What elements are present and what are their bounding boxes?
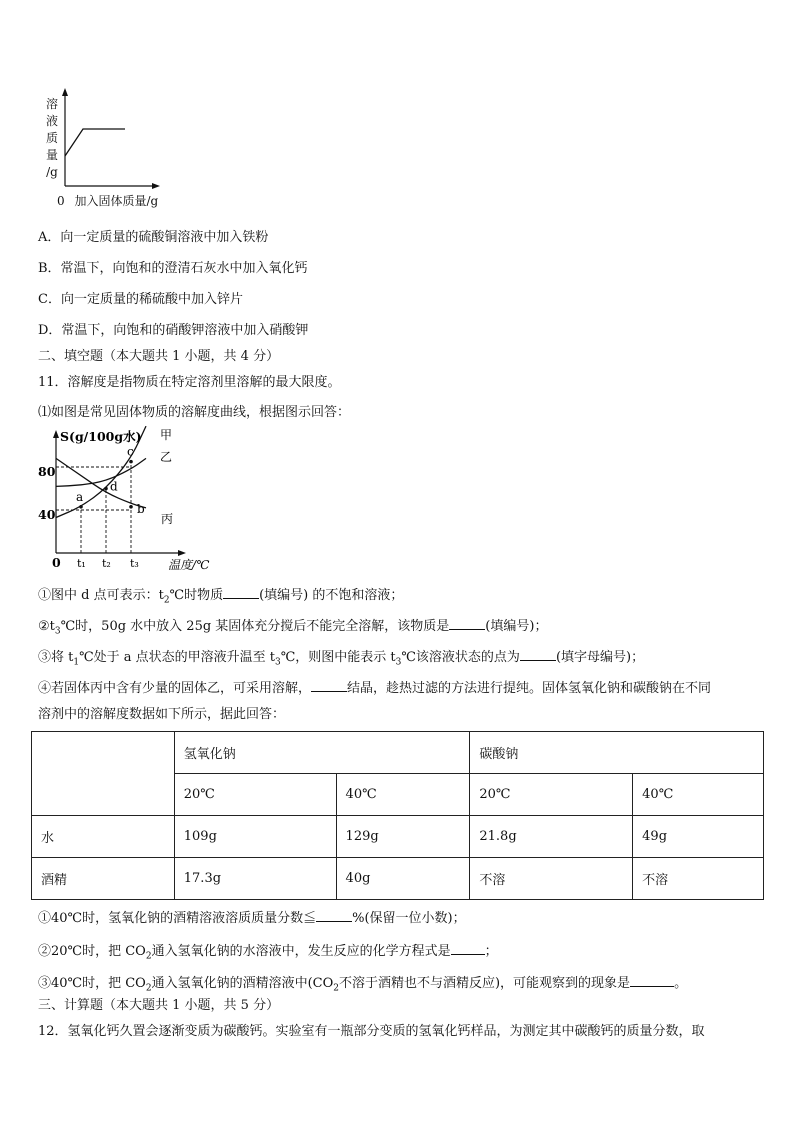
- answer-blank[interactable]: [451, 940, 485, 955]
- option-a: A．向一定质量的硫酸铜溶液中加入铁粉: [38, 230, 269, 245]
- graph-1-ylabel-char: /g: [46, 165, 58, 179]
- series-label-bing: 丙: [161, 512, 174, 526]
- answer-blank[interactable]: [311, 677, 347, 692]
- q11-sub-4-text-a: ④若固体丙中含有少量的固体乙，可采用溶解，: [38, 681, 312, 696]
- graph-1-origin: 0: [57, 194, 65, 208]
- question-11-part-1: ⑴如图是常见固体物质的溶解度曲线，根据图示回答：: [38, 405, 351, 420]
- q11-part2-sub-3-text-b: 通入氢氧化钠的酒精溶液中(CO: [151, 976, 334, 991]
- q11-sub-1-text-a: ①图中 d 点可表示：t: [38, 588, 164, 603]
- q11-sub-4: [38, 677, 711, 698]
- series-label-yi: 乙: [160, 450, 173, 464]
- q11-part2-sub-2-text-a: ②20℃时，把 CO: [38, 944, 146, 959]
- q11-sub-2-text-b: ℃时，50g 水中放入 25g 某固体充分搅后不能完全溶解，该物质是: [60, 619, 450, 634]
- q11-sub-1-subscript: 2: [163, 595, 170, 606]
- q11-part2-sub-1: [38, 907, 466, 928]
- table-cell: 40g: [336, 858, 470, 900]
- q11-sub-1: [38, 584, 403, 610]
- solubility-table: [31, 731, 764, 900]
- q11-part2-sub-2-subscript: 2: [145, 951, 152, 962]
- q11-sub-2: [38, 615, 547, 641]
- series-bing-curve: [56, 458, 146, 507]
- table-temp: 40℃: [633, 774, 764, 816]
- table-solvent: 酒精: [32, 858, 175, 900]
- graph-1-ylabel: [42, 96, 62, 181]
- graph-1-xlabel: 加入固体质量/g: [74, 194, 159, 208]
- q11-part2-sub-1-text-b: %(保留一位小数)；: [352, 911, 466, 926]
- answer-blank[interactable]: [630, 972, 674, 987]
- table-cell: 不溶: [470, 858, 633, 900]
- q11-sub-3-text-d: ℃该溶液状态的点为: [401, 650, 520, 665]
- graph-1-ylabel-char: 溶: [45, 97, 58, 111]
- q11-part2-sub-3-text-d: 。: [674, 976, 688, 991]
- graph-1-y-arrow: [62, 88, 68, 96]
- point-b-marker: [129, 505, 133, 509]
- table-corner-cell: [32, 732, 175, 816]
- graph-1-ylabel-char: 液: [45, 114, 58, 128]
- q11-part2-sub-3-text-a: ③40℃时，把 CO: [38, 976, 146, 991]
- q11-sub-3-subscript: 3: [275, 657, 281, 668]
- q11-part2-sub-3-subscript: 2: [145, 983, 152, 994]
- q11-sub-4-text-b: 结晶，趁热过滤的方法进行提纯。固体氢氧化钠和碳酸钠在不同: [347, 681, 712, 696]
- graph-1-curve: [65, 129, 125, 156]
- q11-part2-sub-2: [38, 940, 498, 966]
- series-label-jia: 甲: [160, 428, 173, 442]
- q11-sub-1-text-b: ℃时物质: [169, 588, 224, 603]
- chart-ytick-40: 40: [38, 507, 56, 522]
- point-d-marker: [104, 487, 108, 491]
- table-temp: 20℃: [470, 774, 633, 816]
- q11-sub-3-text-b: ℃处于 a 点状态的甲溶液升温至 t: [79, 650, 276, 665]
- q11-part2-sub-2-text-c: ；: [484, 944, 498, 959]
- table-cell: 49g: [633, 816, 764, 858]
- point-b-label: b: [137, 501, 145, 516]
- q11-sub-2-text-a: ②t: [38, 619, 55, 634]
- chart-ylabel: S(g/100g水): [60, 429, 142, 444]
- chart-xtick-t2: t₂: [102, 557, 111, 570]
- graph-1-ylabel-char: 量: [45, 148, 58, 162]
- chart-guides: [56, 462, 131, 553]
- point-c-label: c: [127, 444, 134, 459]
- section-3-heading: 三、计算题（本大题共 1 小题，共 5 分）: [38, 998, 280, 1013]
- chart-xtick-t1: t₁: [77, 557, 86, 570]
- table-cell: 129g: [336, 816, 470, 858]
- q11-sub-3: [38, 646, 644, 672]
- q11-part2-sub-3-subscript: 2: [333, 983, 339, 994]
- table-row: [32, 858, 764, 900]
- table-cell: 109g: [174, 816, 336, 858]
- chart-xtick-0: 0: [52, 555, 61, 570]
- solubility-chart-svg: [30, 425, 230, 585]
- table-header-na2co3: 碳酸钠: [470, 732, 764, 774]
- q11-sub-3-subscript: 1: [73, 657, 80, 668]
- q11-sub-3-text-a: ③将 t: [38, 650, 74, 665]
- answer-blank[interactable]: [449, 615, 485, 630]
- table-cell: 21.8g: [470, 816, 633, 858]
- table-header-naoh: 氢氧化钠: [174, 732, 470, 774]
- chart-x-arrow: [178, 550, 186, 556]
- table-cell: 不溶: [633, 858, 764, 900]
- table-row: [32, 816, 764, 858]
- solubility-chart: [30, 425, 230, 585]
- table-header-row: [32, 732, 764, 774]
- section-2-heading: 二、填空题（本大题共 1 小题，共 4 分）: [38, 349, 280, 364]
- question-11-stem: 11．溶解度是指物质在特定溶剂里溶解的最大限度。: [38, 375, 341, 390]
- q11-part2-sub-2-text-b: 通入氢氧化钠的水溶液中，发生反应的化学方程式是: [151, 944, 451, 959]
- answer-blank[interactable]: [316, 907, 352, 922]
- q11-sub-3-text-e: (填字母编号)；: [555, 650, 645, 665]
- point-c-marker: [129, 460, 133, 464]
- q11-sub-4-continued: 溶剂中的溶解度数据如下所示，据此回答：: [38, 707, 286, 722]
- q11-sub-2-subscript: 3: [54, 626, 61, 637]
- point-a-marker: [79, 505, 83, 509]
- point-a-label: a: [76, 489, 84, 504]
- chart-xtick-t3: t₃: [130, 557, 139, 570]
- graph-1-ylabel-char: 质: [45, 131, 58, 145]
- q11-part2-sub-3-text-c: 不溶于酒精也不与酒精反应)，可能观察到的现象是: [338, 976, 631, 991]
- answer-blank[interactable]: [223, 584, 259, 599]
- chart-y-arrow: [53, 430, 59, 438]
- option-d: D．常温下，向饱和的硝酸钾溶液中加入硝酸钾: [38, 323, 309, 338]
- q11-sub-2-text-c: (填编号)；: [485, 619, 548, 634]
- q11-part2-sub-1-text-a: ①40℃时，氢氧化钠的酒精溶液溶质质量分数≦: [38, 911, 317, 926]
- q11-sub-3-text-c: ℃，则图中能表示 t: [280, 650, 396, 665]
- chart-ytick-80: 80: [38, 464, 56, 479]
- answer-blank[interactable]: [520, 646, 556, 661]
- graph-1-xlabel-row: [57, 192, 158, 209]
- table-temp: 20℃: [174, 774, 336, 816]
- table-cell: 17.3g: [174, 858, 336, 900]
- graph-1-x-arrow: [152, 183, 160, 189]
- q11-sub-1-text-c: (填编号) 的不饱和溶液；: [259, 588, 404, 603]
- point-d-label: d: [110, 479, 118, 494]
- table-solvent: 水: [32, 816, 175, 858]
- question-12-stem: 12．氢氧化钙久置会逐渐变质为碳酸钙。实验室有一瓶部分变质的氢氧化钙样品，为测定其中碳酸钙的质量分数，取: [38, 1024, 705, 1039]
- q11-sub-3-subscript: 3: [395, 657, 402, 668]
- chart-xlabel: 温度/℃: [168, 558, 210, 572]
- table-temp: 40℃: [336, 774, 470, 816]
- option-c: C．向一定质量的稀硫酸中加入锌片: [38, 292, 243, 307]
- option-b: B．常温下，向饱和的澄清石灰水中加入氧化钙: [38, 261, 308, 276]
- q11-part2-sub-3: [38, 972, 687, 998]
